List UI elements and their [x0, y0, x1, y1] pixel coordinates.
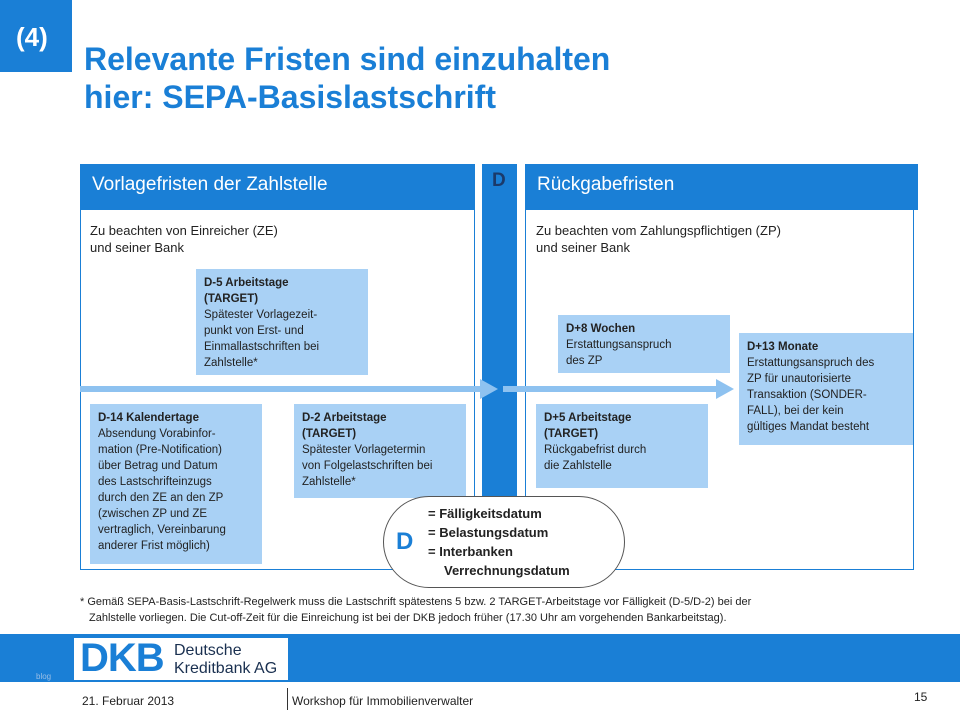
card-d-minus-5-head2: (TARGET)	[204, 293, 259, 305]
card-line: Erstattungsanspruch des	[747, 357, 875, 369]
card-d-minus-2	[294, 404, 466, 498]
card-d-minus-5	[196, 269, 368, 375]
card-d-plus-8-weeks	[558, 315, 730, 373]
card-line: Zahlstelle*	[204, 357, 258, 369]
right-intro-line-1: Zu beachten vom Zahlungspflichtigen (ZP)	[536, 223, 781, 238]
footer-date: 21. Februar 2013	[82, 694, 175, 708]
card-line: durch den ZE an den ZP	[98, 492, 224, 504]
card-line: punkt von Erst- und	[204, 325, 304, 337]
card-d-plus-8-weeks-head1: D+8 Wochen	[566, 323, 636, 335]
card-line: Transaktion (SONDER-	[747, 389, 867, 401]
card-d-plus-5-head2: (TARGET)	[544, 428, 599, 440]
legend-item: = Fälligkeitsdatum	[428, 506, 542, 521]
legend-item: = Interbanken	[428, 544, 513, 559]
timeline-arrow-left	[80, 379, 498, 399]
card-line: von Folgelastschriften bei	[302, 460, 433, 472]
card-line: Spätester Vorlagezeit-	[204, 309, 318, 321]
card-d-minus-14	[90, 404, 262, 564]
card-line: Zahlstelle*	[302, 476, 356, 488]
right-panel-heading: Rückgabefristen	[525, 164, 918, 210]
bank-name	[174, 642, 277, 678]
card-d-plus-5	[536, 404, 708, 488]
footnote-line-1: * Gemäß SEPA-Basis-Lastschrift-Regelwerk muss die Lastschrift spätestens 5 bzw. 2 TARGET-Arbeitstage vor Fälligkeit (D-5/D-2) bei der	[80, 596, 752, 608]
slide-number: (4)	[0, 0, 72, 72]
card-line: über Betrag und Datum	[98, 460, 218, 472]
card-d-minus-14-head1: D-14 Kalendertage	[98, 412, 199, 424]
bank-name-line-2: Kreditbank AG	[174, 660, 278, 677]
card-d-plus-13-months	[739, 333, 913, 445]
card-line: FALL), bei der kein	[747, 405, 844, 417]
blog-watermark: blog	[36, 672, 52, 681]
card-line: vertraglich, Vereinbarung	[98, 524, 226, 536]
right-intro-line-2: und seiner Bank	[536, 240, 630, 255]
card-line: des ZP	[566, 355, 603, 367]
footnote-line-2: Zahlstelle vorliegen. Die Cut-off-Zeit für die Einreichung ist bei der DKB jedoch früher (17.30 Uhr am vorgehenden Bankarbeitstag).	[89, 612, 727, 624]
legend-text	[428, 504, 570, 580]
card-line: anderer Frist möglich)	[98, 540, 210, 552]
card-line: Einmallastschriften bei	[204, 341, 320, 353]
bank-name-line-1: Deutsche	[174, 642, 242, 659]
dkb-logo: DKB	[80, 636, 164, 680]
footer-divider	[287, 688, 288, 710]
left-intro-line-1: Zu beachten von Einreicher (ZE)	[90, 223, 278, 238]
legend-symbol: D	[396, 528, 414, 555]
card-d-minus-2-head1: D-2 Arbeitstage	[302, 412, 387, 424]
card-line: (zwischen ZP und ZE	[98, 508, 208, 520]
card-line: Erstattungsanspruch	[566, 339, 672, 351]
card-line: Absendung Vorabinfor-	[98, 428, 216, 440]
title-line-1: Relevante Fristen sind einzuhalten	[84, 41, 611, 77]
card-line: die Zahlstelle	[544, 460, 612, 472]
left-intro-line-2: und seiner Bank	[90, 240, 184, 255]
legend-item: Verrechnungsdatum	[444, 563, 570, 578]
footer-event: Workshop für Immobilienverwalter	[292, 694, 474, 708]
card-line: Spätester Vorlagetermin	[302, 444, 426, 456]
card-d-plus-13-months-head1: D+13 Monate	[747, 341, 819, 353]
card-line: gültiges Mandat besteht	[747, 421, 870, 433]
legend-item: = Belastungsdatum	[428, 525, 549, 540]
card-d-minus-2-head2: (TARGET)	[302, 428, 357, 440]
timeline-arrow-right	[503, 379, 734, 399]
footnote	[80, 594, 751, 626]
card-d-minus-5-head1: D-5 Arbeitstage	[204, 277, 289, 289]
title-line-2: hier: SEPA-Basislastschrift	[84, 79, 496, 115]
page-number: 15	[914, 690, 928, 704]
left-panel-heading: Vorlagefristen der Zahlstelle	[80, 164, 475, 210]
due-date-marker: D	[492, 170, 506, 191]
card-line: ZP für unautorisierte	[747, 373, 851, 385]
card-d-plus-5-head1: D+5 Arbeitstage	[544, 412, 632, 424]
card-line: des Lastschrifteinzugs	[98, 476, 212, 488]
card-line: mation (Pre-Notification)	[98, 444, 222, 456]
card-line: Rückgabefrist durch	[544, 444, 647, 456]
